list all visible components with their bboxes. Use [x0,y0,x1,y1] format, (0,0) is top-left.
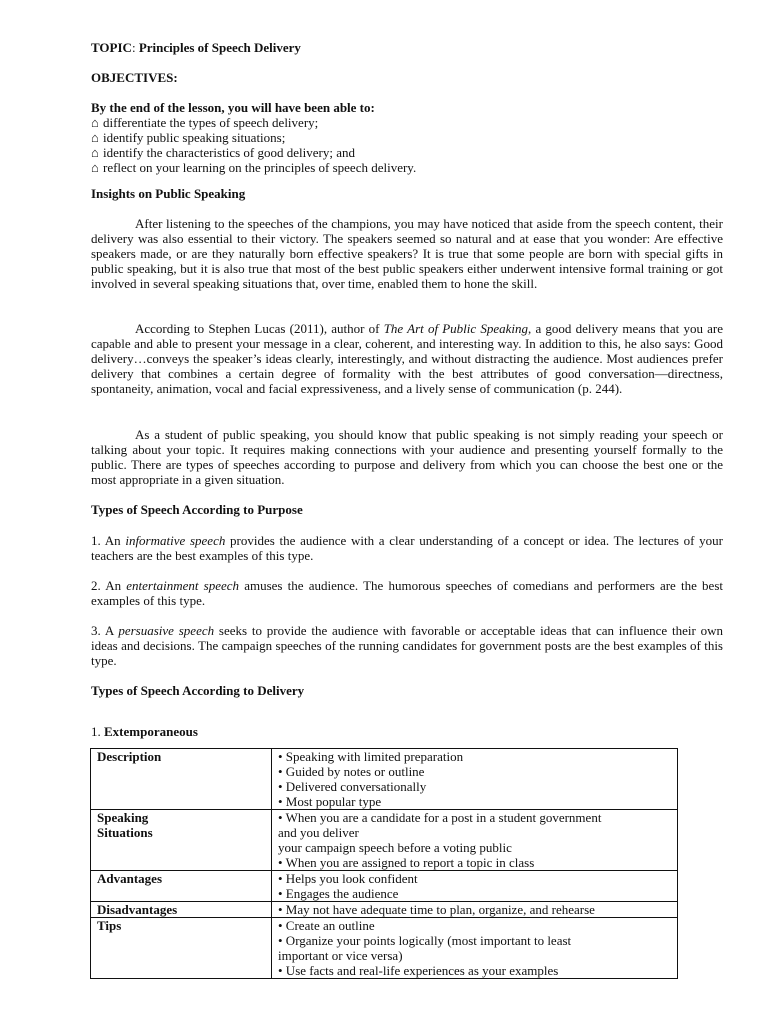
objective-item: ⌂ reflect on your learning on the principles of speech delivery. [91,160,417,175]
table-row [91,749,678,810]
topic-separator: : [131,40,139,55]
house-bullet-icon: ⌂ [91,160,99,175]
row-label: Disadvantages [91,902,272,918]
insights-paragraph-2: According to Stephen Lucas (2011), author of The Art of Public Speaking, a good delivery means that you are capable and able to present your message in a clear, coherent, and interesting way. In addition to this, he also says: Good delivery…conveys the speaker’s ideas clearly, interestingly, and without distracting the audience. Most audiences prefer delivery that combines a certain degree of formality with the best attributes of good conversation—directness, spontaneity, animation, vocal and facial expressiveness, and a lively sense of communication (p. 244). [91,321,724,396]
insights-paragraph-1: After listening to the speeches of the champions, you may have noticed that aside from the speech content, their delivery was also essential to their victory. The speakers seemed so natural and at ease that you wonder: Are effective speakers made, or are they naturally born effective speakers? It is true that some people are born with special gifts in public speaking, but it is also true that most of the best public speakers either underwent intensive formal training or got involved in several speaking situations that, over time, enabled them to hone the skill. [91,216,723,291]
row-content: • When you are a candidate for a post in a student government and you deliver your campaign speech before a voting public • When you are assigned to report a topic in class [272,810,678,871]
purpose-item: 2. An entertainment speech amuses the audience. The humorous speeches of comedians and performers are the best examples of this type. [91,578,723,608]
extemporaneous-table [90,748,678,979]
table-row [91,902,678,918]
table-row [91,918,678,979]
purpose-term: entertainment speech [126,578,240,593]
row-content: • May not have adequate time to plan, organize, and rehearse [272,902,678,918]
topic-line [91,40,723,55]
objectives-intro: By the end of the lesson, you will have been able to: [91,100,375,115]
delivery-subheading: 1. Extemporaneous [91,724,198,739]
objective-item: ⌂ identify public speaking situations; [91,130,286,145]
purpose-term: persuasive speech [118,623,215,638]
insights-heading: Insights on Public Speaking [91,186,246,201]
objective-item: ⌂ differentiate the types of speech delivery; [91,115,319,130]
objectives-list [91,115,723,175]
row-content: • Create an outline • Organize your points logically (most important to least important or vice versa) • Use facts and real-life experiences as your examples [272,918,678,979]
row-label: Description [91,749,272,810]
delivery-heading: Types of Speech According to Delivery [91,683,305,698]
objective-item: ⌂ identify the characteristics of good delivery; and [91,145,355,160]
row-label: Speaking Situations [91,810,272,871]
row-label: Advantages [91,871,272,902]
purpose-item: 3. A persuasive speech seeks to provide the audience with favorable or acceptable ideas that can influence their own ideas and decisions. The campaign speeches of the running candidates for government posts are the best examples of this type. [91,623,723,668]
house-bullet-icon: ⌂ [91,115,99,130]
table-row [91,810,678,871]
book-title: The Art of Public Speaking [383,321,529,336]
table-row [91,871,678,902]
objectives-heading: OBJECTIVES: [91,70,178,85]
house-bullet-icon: ⌂ [91,130,99,145]
row-content: • Helps you look confident • Engages the audience [272,871,678,902]
insights-paragraph-3: As a student of public speaking, you should know that public speaking is not simply reading your speech or talking about your topic. It requires making connections with your audience and presenting yourself formally to the public. There are types of speeches according to purpose and delivery from which you can choose the best one or the most appropriate in a given situation. [91,427,723,487]
row-label: Tips [91,918,272,979]
purpose-term: informative speech [125,533,226,548]
purpose-item: 1. An informative speech provides the audience with a clear understanding of a concept or idea. The lectures of your teachers are the best examples of this type. [91,533,724,563]
purpose-heading: Types of Speech According to Purpose [91,502,303,517]
row-content: • Speaking with limited preparation • Guided by notes or outline • Delivered conversationally • Most popular type [272,749,678,810]
topic-label: TOPIC [91,40,132,55]
topic-title: Principles of Speech Delivery [138,40,301,55]
house-bullet-icon: ⌂ [91,145,99,160]
